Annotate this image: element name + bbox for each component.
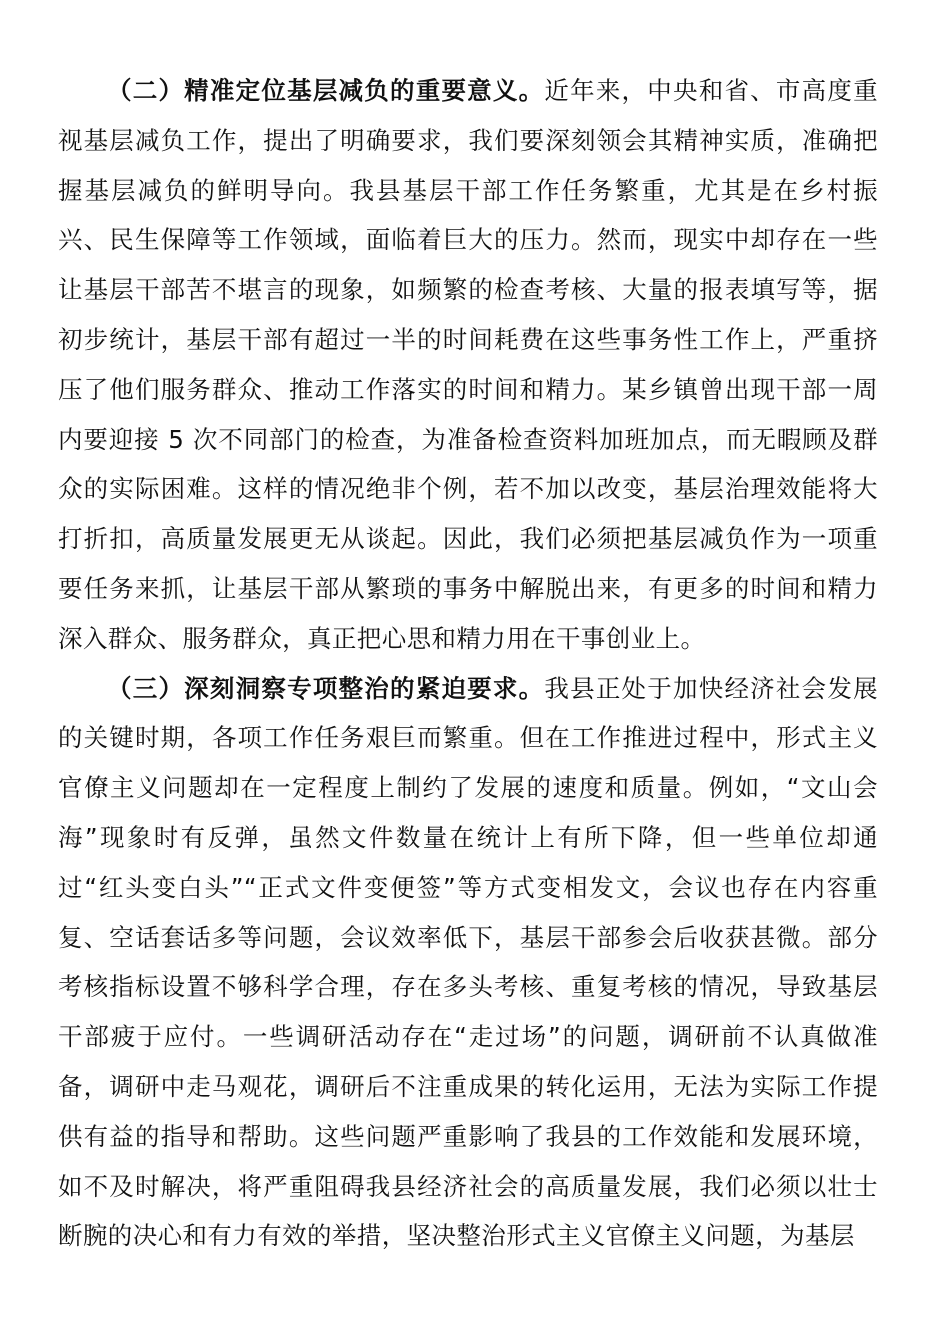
paragraph-urgency [58, 664, 878, 1262]
paragraph-heading: （二）精准定位基层减负的重要意义。 [107, 76, 545, 105]
paragraph-text: 近年来，中央和省、市高度重视基层减负工作，提出了明确要求，我们要深刻领会其精神实质，准确把握基层减负的鲜明导向。我县基层干部工作任务繁重，尤其是在乡村振兴、民生保障等工作领域，面临着巨大的压力。然而，现实中却存在一些让基层干部苦不堪言的现象，如频繁的检查考核、大量的报表填写等，据初步统计，基层干部有超过一半的时间耗费在这些事务性工作上，严重挤压了他们服务群众、推动工作落实的时间和精力。某乡镇曾出现干部一周内要迎接 5 次不同部门的检查，为准备检查资料加班加点，而无暇顾及群众的实际困难。这样的情况绝非个例，若不加以改变，基层治理效能将大打折扣，高质量发展更无从谈起。因此，我们必须把基层减负作为一项重要任务来抓，让基层干部从繁琐的事务中解脱出来，有更多的时间和精力深入群众、服务群众，真正把心思和精力用在干事创业上。 [58, 76, 878, 653]
paragraph-text: 我县正处于加快经济社会发展的关键时期，各项工作任务艰巨而繁重。但在工作推进过程中，形式主义官僚主义问题却在一定程度上制约了发展的速度和质量。例如，“文山会海”现象时有反弹，虽然文件数量在统计上有所下降，但一些单位却通过“红头变白头”“正式文件变便签”等方式变相发文，会议也存在内容重复、空话套话多等问题，会议效率低下，基层干部参会后收获甚微。部分考核指标设置不够科学合理，存在多头考核、重复考核的情况，导致基层干部疲于应付。一些调研活动存在“走过场”的问题，调研前不认真做准备，调研中走马观花，调研后不注重成果的转化运用，无法为实际工作提供有益的指导和帮助。这些问题严重影响了我县的工作效能和发展环境，如不及时解决，将严重阻碍我县经济社会的高质量发展，我们必须以壮士断腕的决心和有力有效的举措，坚决整治形式主义官僚主义问题，为基层 [58, 673, 878, 1251]
document-body [58, 66, 878, 1261]
paragraph-heading: （三）深刻洞察专项整治的紧迫要求。 [107, 673, 545, 703]
paragraph-significance [58, 66, 878, 664]
